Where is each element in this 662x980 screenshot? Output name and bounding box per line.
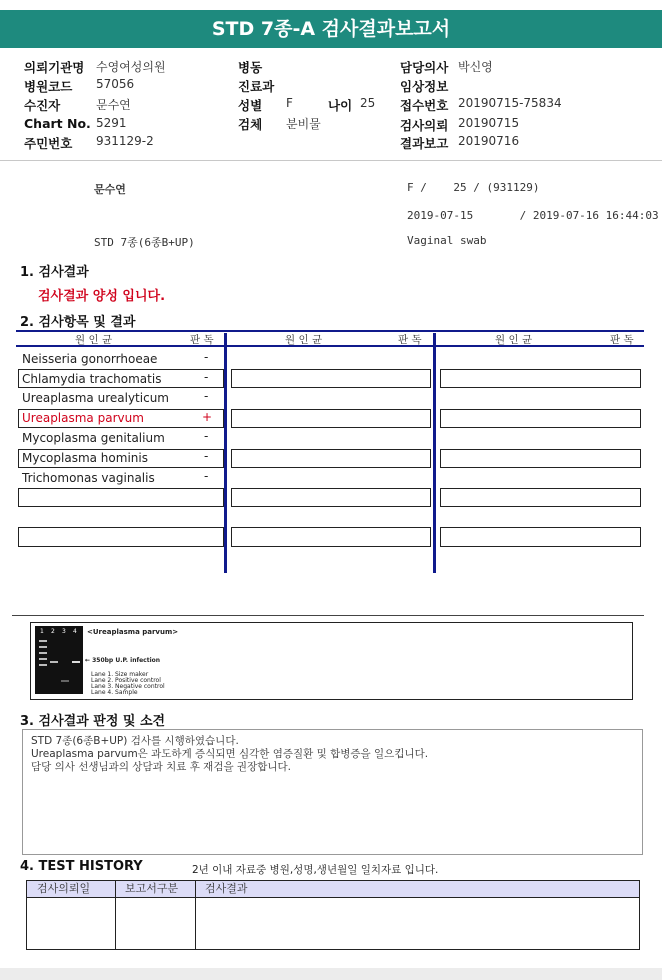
gel-legend-item: Lane 4. Sample (91, 689, 138, 696)
gel-band (39, 664, 47, 666)
info-label: 수진자 (24, 98, 61, 113)
column-divider (224, 333, 227, 573)
column-divider (433, 333, 436, 573)
row-box (231, 527, 431, 547)
gel-band (39, 646, 47, 648)
row-box (18, 488, 224, 507)
info-label: 검체 (238, 117, 263, 132)
section2-title: 2. 검사항목 및 결과 (20, 315, 136, 330)
row-box (440, 369, 641, 388)
gel-legend-item: Lane 1. Size maker (91, 671, 149, 678)
history-col-divider (115, 881, 116, 949)
info-label: 진료과 (238, 79, 275, 94)
history-header-type: 보고서구분 (125, 882, 179, 895)
header-result: 판 독 (610, 334, 634, 346)
positive-result: 검사결과 양성 입니다. (38, 289, 166, 304)
info-label: 접수번호 (400, 98, 449, 113)
summary-sex-age: F / 25 / (931129) (407, 181, 540, 194)
patient-info (0, 56, 662, 161)
header-organism: 원 인 균 (495, 334, 533, 346)
gel-image (35, 626, 83, 694)
info-value: 박신영 (458, 60, 493, 74)
lane-number: 1 (40, 628, 44, 635)
report-title: STD 7종-A 검사결과보고서 (0, 10, 662, 48)
organism-result: - (204, 429, 209, 443)
organism-result: - (204, 469, 209, 483)
separator-rule (12, 615, 644, 616)
lane-number: 3 (62, 628, 66, 635)
organism-name: Ureaplasma urealyticum (22, 391, 169, 405)
info-value: 수영여성의원 (96, 60, 166, 74)
gel-figure (30, 622, 633, 700)
section4-title: 4. TEST HISTORY (20, 859, 143, 874)
summary-name: 문수연 (94, 183, 126, 196)
page-footer (0, 968, 662, 980)
info-value: 25 (360, 96, 376, 110)
info-label: 주민번호 (24, 136, 73, 151)
header-organism: 원 인 균 (75, 334, 113, 346)
gel-band (61, 680, 69, 682)
gel-band-label: ← 350bp U.P. infection (85, 657, 161, 664)
gel-band (72, 661, 80, 663)
gel-band (39, 652, 47, 654)
row-box (231, 409, 431, 428)
info-value: 분비물 (286, 117, 321, 131)
info-label: Chart No. (24, 116, 91, 131)
gel-band (39, 658, 47, 660)
row-box (440, 449, 641, 468)
history-header-result: 검사결과 (205, 882, 248, 895)
summary-test: STD 7종(6종B+UP) (94, 236, 195, 249)
gel-band (50, 661, 58, 663)
row-box (231, 449, 431, 468)
organism-name: Trichomonas vaginalis (22, 471, 155, 485)
info-label: 나이 (328, 98, 353, 113)
lane-number: 2 (51, 628, 55, 635)
section1-title: 1. 검사결과 (20, 265, 89, 280)
organism-name: Mycoplasma genitalium (22, 431, 165, 445)
info-value: 20190716 (458, 134, 520, 148)
info-value: 5291 (96, 116, 127, 130)
info-label: 병원코드 (24, 79, 73, 94)
conclusion-line: 담당 의사 선생님과의 상담과 치료 후 재검을 권장합니다. (31, 761, 291, 773)
organism-result: - (204, 350, 209, 364)
conclusion-line: Ureaplasma parvum은 과도하게 증식되면 심각한 염증질환 및 합병증을 일으킵니다. (31, 748, 429, 760)
info-value: 931129-2 (96, 134, 154, 148)
info-label: 성별 (238, 98, 263, 113)
header-result: 판 독 (190, 334, 214, 346)
gel-legend-item: Lane 3. Negative control (91, 683, 165, 690)
row-box (440, 409, 641, 428)
organism-name: Chlamydia trachomatis (22, 372, 162, 386)
section3-title: 3. 검사결과 판정 및 소견 (20, 714, 166, 729)
row-box (18, 527, 224, 547)
info-value: 20190715-75834 (458, 96, 562, 110)
gel-title: <Ureaplasma parvum> (87, 628, 179, 636)
row-box (440, 527, 641, 547)
info-label: 검사의뢰 (400, 118, 449, 133)
history-header-date: 검사의뢰일 (37, 882, 91, 895)
lane-number: 4 (73, 628, 77, 635)
info-value: 57056 (96, 77, 135, 91)
summary-specimen: Vaginal swab (407, 234, 487, 247)
organism-result-positive: + (202, 410, 213, 424)
history-note: 2년 이내 자료중 병원,성명,생년월일 일치자료 입니다. (192, 864, 439, 876)
organism-name: Neisseria gonorrhoeae (22, 352, 158, 366)
info-value: F (286, 96, 293, 110)
conclusion-box (22, 729, 643, 855)
conclusion-line: STD 7종(6종B+UP) 검사를 시행하였습니다. (31, 735, 239, 747)
header-organism: 원 인 균 (285, 334, 323, 346)
info-label: 담당의사 (400, 60, 449, 75)
gel-band (39, 640, 47, 642)
row-box (440, 488, 641, 507)
gel-legend-item: Lane 2. Positive control (91, 677, 161, 684)
organism-result: - (204, 449, 209, 463)
summary-dates: 2019-07-15 / 2019-07-16 16:44:03 (407, 209, 659, 222)
row-box (231, 369, 431, 388)
row-box (231, 488, 431, 507)
info-value: 20190715 (458, 116, 520, 130)
organism-result: - (204, 370, 209, 384)
organism-name: Mycoplasma hominis (22, 451, 148, 465)
info-label: 병동 (238, 60, 263, 75)
organism-result: - (204, 389, 209, 403)
info-value: 문수연 (96, 98, 131, 112)
history-col-divider (195, 881, 196, 949)
info-label: 임상정보 (400, 79, 449, 94)
history-table (26, 880, 640, 950)
info-label: 의뢰기관명 (24, 60, 85, 75)
organism-name-positive: Ureaplasma parvum (22, 411, 144, 425)
info-label: 결과보고 (400, 136, 449, 151)
header-result: 판 독 (398, 334, 422, 346)
